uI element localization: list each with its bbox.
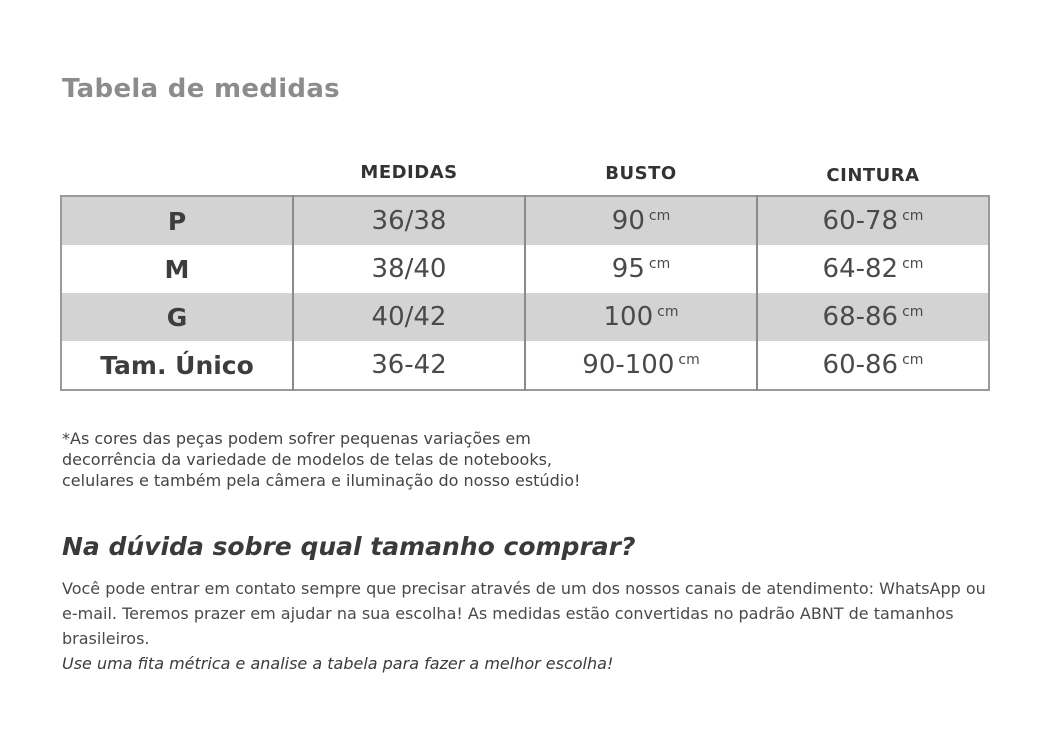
busto-cell [525,245,757,293]
unit-label: cm [648,208,671,224]
unit-label: cm [902,352,924,368]
unit-label: cm [902,208,924,224]
cintura-value: 64-82 [822,254,899,284]
unit-label: cm [678,352,700,368]
header-busto: BUSTO [605,163,677,184]
color-disclaimer: *As cores das peças podem sofrer pequenas variações em decorrência da variedade de modelos de telas de notebooks, celulares e também pela câmera e iluminação do nosso estúdio! [62,429,581,490]
size-cell: M [61,245,293,293]
doubt-heading: Na dúvida sobre qual tamanho comprar? [62,532,636,561]
busto-cell [525,293,757,341]
cintura-value: 60-78 [822,206,899,236]
header-cintura: CINTURA [826,165,920,186]
medidas-cell: 36-42 [293,341,525,390]
unit-label: cm [648,256,671,272]
header-medidas: MEDIDAS [360,162,458,183]
size-cell: G [61,293,293,341]
medidas-cell: 38/40 [293,245,525,293]
table-row [61,293,989,341]
unit-label: cm [902,304,924,320]
medidas-cell: 36/38 [293,196,525,245]
cintura-cell [757,245,989,293]
unit-label: cm [657,304,679,320]
cintura-value: 68-86 [822,302,899,332]
unit-label: cm [902,256,924,272]
cintura-cell [757,341,989,390]
busto-value: 95 [611,254,645,284]
table-row [61,196,989,245]
cintura-cell [757,196,989,245]
table-row [61,341,989,390]
medidas-cell: 40/42 [293,293,525,341]
size-cell: Tam. Único [61,341,293,390]
cintura-cell [757,293,989,341]
busto-value: 100 [603,302,654,332]
size-table [60,195,990,391]
doubt-text-block [62,576,1002,676]
cintura-value: 60-86 [822,350,899,380]
busto-value: 90-100 [582,350,675,380]
busto-cell [525,341,757,390]
busto-value: 90 [611,206,645,236]
size-cell: P [61,196,293,245]
page-title: Tabela de medidas [62,74,340,104]
doubt-tip: Use uma fita métrica e analise a tabela para fazer a melhor escolha! [62,654,614,673]
doubt-paragraph: Você pode entrar em contato sempre que precisar através de um dos nossos canais de atendimento: WhatsApp ou e-mail. Teremos prazer em ajudar na sua escolha! As medidas estão convertidas no padrão ABNT de tamanhos brasileiros. [62,579,986,648]
busto-cell [525,196,757,245]
table-row [61,245,989,293]
